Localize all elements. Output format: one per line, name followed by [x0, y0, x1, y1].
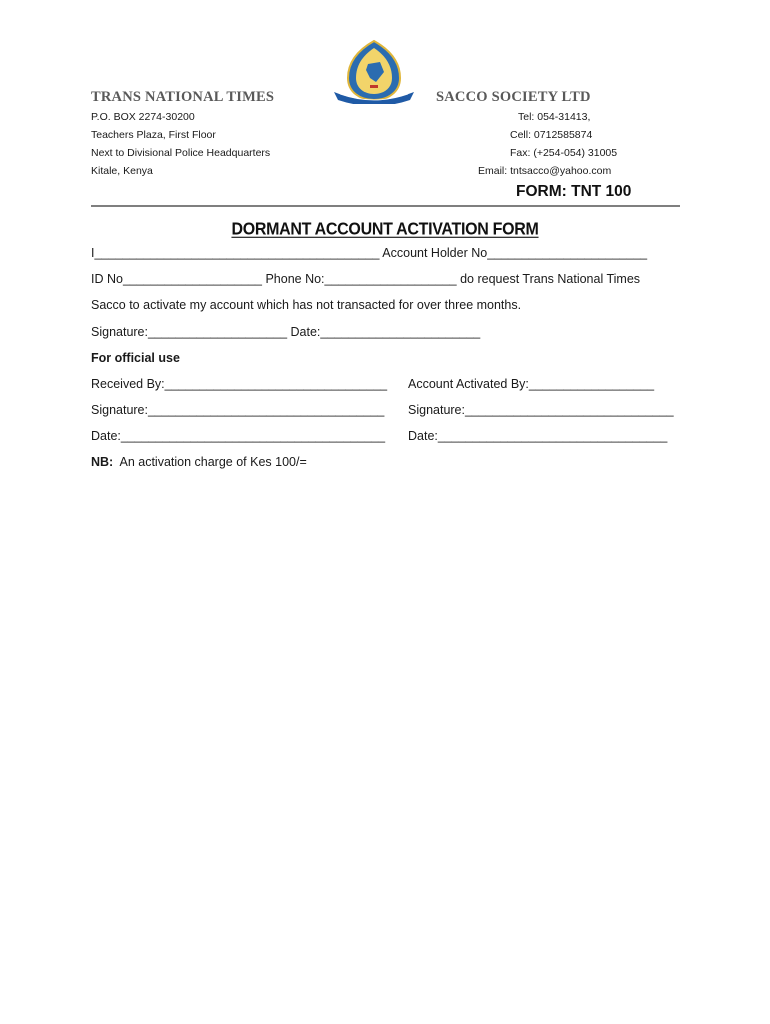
org-name-right: SACCO SOCIETY LTD	[436, 89, 591, 105]
official-date-left-field[interactable]: Date:______________________________________	[91, 429, 386, 443]
id-phone-line[interactable]: ID No____________________ Phone No:___________________ do request Trans National Times	[91, 272, 641, 286]
request-statement: Sacco to activate my account which has not transacted for over three months.	[91, 298, 522, 312]
official-signature-right-field[interactable]: Signature:______________________________	[408, 403, 674, 417]
address-line-2: Teachers Plaza, First Floor	[91, 129, 216, 141]
account-activated-by-field[interactable]: Account Activated By:__________________	[408, 377, 655, 391]
applicant-account-line[interactable]: I_________________________________________ Account Holder No_______________________	[91, 246, 648, 260]
received-by-field[interactable]: Received By:________________________________	[91, 377, 388, 391]
official-date-right-field[interactable]: Date:_________________________________	[408, 429, 668, 443]
nb-text: An activation charge of Kes 100/=	[119, 455, 307, 469]
sacco-crest-logo-icon	[330, 38, 418, 104]
contact-cell: Cell: 0712585874	[510, 129, 593, 141]
header-divider	[91, 205, 680, 207]
nb-note	[91, 455, 307, 469]
org-name-left: TRANS NATIONAL TIMES	[91, 89, 275, 105]
contact-email: Email: tntsacco@yahoo.com	[478, 165, 612, 177]
form-title: DORMANT ACCOUNT ACTIVATION FORM	[231, 219, 539, 239]
address-line-3: Next to Divisional Police Headquarters	[91, 147, 271, 159]
official-use-heading: For official use	[91, 351, 180, 365]
contact-tel: Tel: 054-31413,	[518, 111, 591, 123]
official-signature-left-field[interactable]: Signature:__________________________________	[91, 403, 385, 417]
form-number: FORM: TNT 100	[516, 183, 632, 200]
contact-fax: Fax: (+254-054) 31005	[510, 147, 618, 159]
applicant-signature-date-line[interactable]: Signature:____________________ Date:_______________________	[91, 325, 481, 339]
address-line-4: Kitale, Kenya	[91, 165, 153, 177]
nb-label: NB:	[91, 455, 114, 469]
address-line-1: P.O. BOX 2274-30200	[91, 111, 195, 123]
